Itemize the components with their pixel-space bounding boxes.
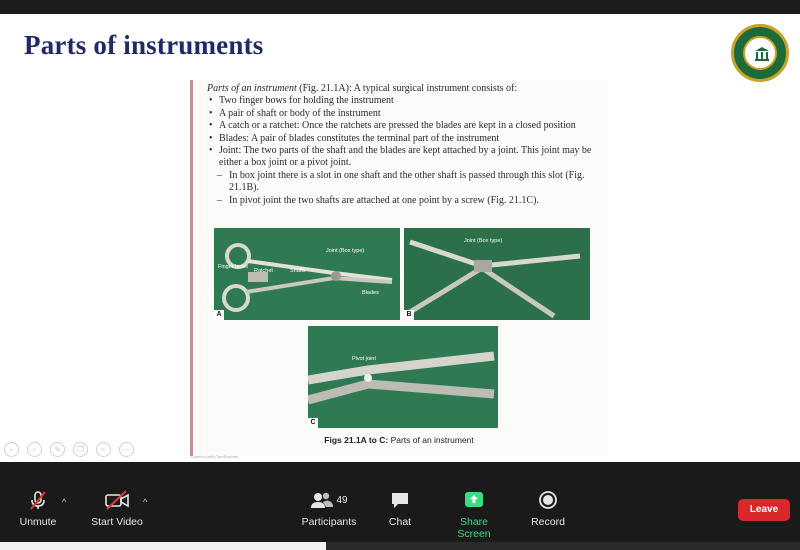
share-screen-button[interactable]: [442, 489, 506, 540]
chat-label: Chat: [388, 516, 412, 528]
margin-line: [190, 80, 193, 456]
participants-count: 49: [336, 494, 348, 506]
participants-button[interactable]: [298, 489, 360, 528]
label-pivot-joint: Pivot joint: [352, 356, 376, 362]
text-block: [207, 83, 607, 207]
list-item: • Two finger bows for holding the instrument: [207, 95, 607, 107]
slide-title: Parts of instruments: [24, 30, 264, 60]
label-joint: Joint (Box type): [326, 248, 365, 254]
caption-bold: Figs 21.1A to C:: [324, 435, 389, 445]
chat-button[interactable]: [382, 489, 418, 528]
pen-icon[interactable]: ✎: [50, 442, 65, 457]
share-screen-icon: [463, 489, 485, 511]
label-blades: Blades: [362, 290, 379, 296]
chat-icon: [389, 489, 411, 511]
zoom-icon[interactable]: ⌕: [96, 442, 111, 457]
prev-slide-icon[interactable]: ‹: [4, 442, 19, 457]
participants-label: Participants: [301, 516, 357, 528]
logo-center: [743, 36, 777, 70]
muted-mic-icon: [27, 489, 49, 511]
list-item: • Joint: The two parts of the shaft and the blades are kept attached by a joint. This joint may be either a box joint or a pivot joint.: [207, 145, 607, 170]
leave-button[interactable]: Leave: [738, 499, 790, 521]
unmute-button[interactable]: [16, 489, 60, 528]
record-icon: [537, 489, 559, 511]
photo-tag: A: [214, 310, 224, 320]
taskbar-strip-light: [0, 542, 326, 550]
photo-a-forceps: [214, 228, 400, 320]
video-off-icon: [104, 489, 130, 511]
share-screen-label: Share Screen: [457, 516, 491, 540]
sub-list-item: – In pivot joint the two shafts are attached at one point by a screw (Fig. 21.1C).: [207, 195, 607, 207]
photo-b-forceps: [404, 228, 590, 320]
participants-icon: [310, 489, 334, 511]
shared-screen-slide: [0, 14, 800, 462]
list-item: • A catch or a ratchet: Once the ratchets are pressed the blades are kept in a closed position: [207, 120, 607, 132]
next-slide-icon[interactable]: ›: [27, 442, 42, 457]
record-label: Record: [531, 516, 565, 528]
scanned-page: [190, 80, 608, 456]
more-icon[interactable]: ⋯: [119, 442, 134, 457]
record-button[interactable]: [528, 489, 568, 528]
photo-tag: C: [308, 418, 318, 428]
university-logo: [731, 24, 789, 82]
scissors-c-illustration: [308, 326, 498, 428]
label-joint-b: Joint (Box type): [464, 238, 503, 244]
intro-italic: Parts of an instrument: [207, 83, 297, 94]
sub-list-item: – In box joint there is a slot in one shaft and the other shaft is passed through this slot (Fig. 21.1B).: [207, 170, 607, 195]
forceps-a-illustration: [214, 228, 400, 320]
photo-tag: B: [404, 310, 414, 320]
video-options-chevron-icon[interactable]: ^: [143, 497, 148, 507]
audio-options-chevron-icon[interactable]: ^: [62, 497, 67, 507]
intro-line: [207, 83, 607, 95]
caption-rest: Parts of an instrument: [388, 435, 474, 445]
start-video-label: Start Video: [91, 516, 143, 528]
unmute-label: Unmute: [19, 516, 57, 528]
window-top-bar: [0, 0, 800, 14]
label-shafts: Shafts: [290, 268, 306, 274]
intro-rest: (Fig. 21.1A): A typical surgical instrument consists of:: [296, 83, 518, 94]
copy-icon[interactable]: ❐: [73, 442, 88, 457]
list-item: • A pair of shaft or body of the instrument: [207, 108, 607, 120]
label-ratchet: Ratchet: [254, 268, 273, 274]
start-video-button[interactable]: [86, 489, 148, 528]
label-finger-bows: Finger bows: [218, 264, 248, 270]
photo-c-scissors: [308, 326, 498, 428]
figure-caption: [190, 435, 608, 445]
scanner-watermark: Scanned with CamScanner: [190, 454, 239, 459]
meeting-toolbar: [0, 462, 800, 550]
list-item: • Blades: A pair of blades constitutes the terminal part of the instrument: [207, 133, 607, 145]
taskbar-strip-dark: [326, 542, 800, 550]
parts-list: [207, 95, 607, 207]
building-icon: [754, 46, 770, 62]
